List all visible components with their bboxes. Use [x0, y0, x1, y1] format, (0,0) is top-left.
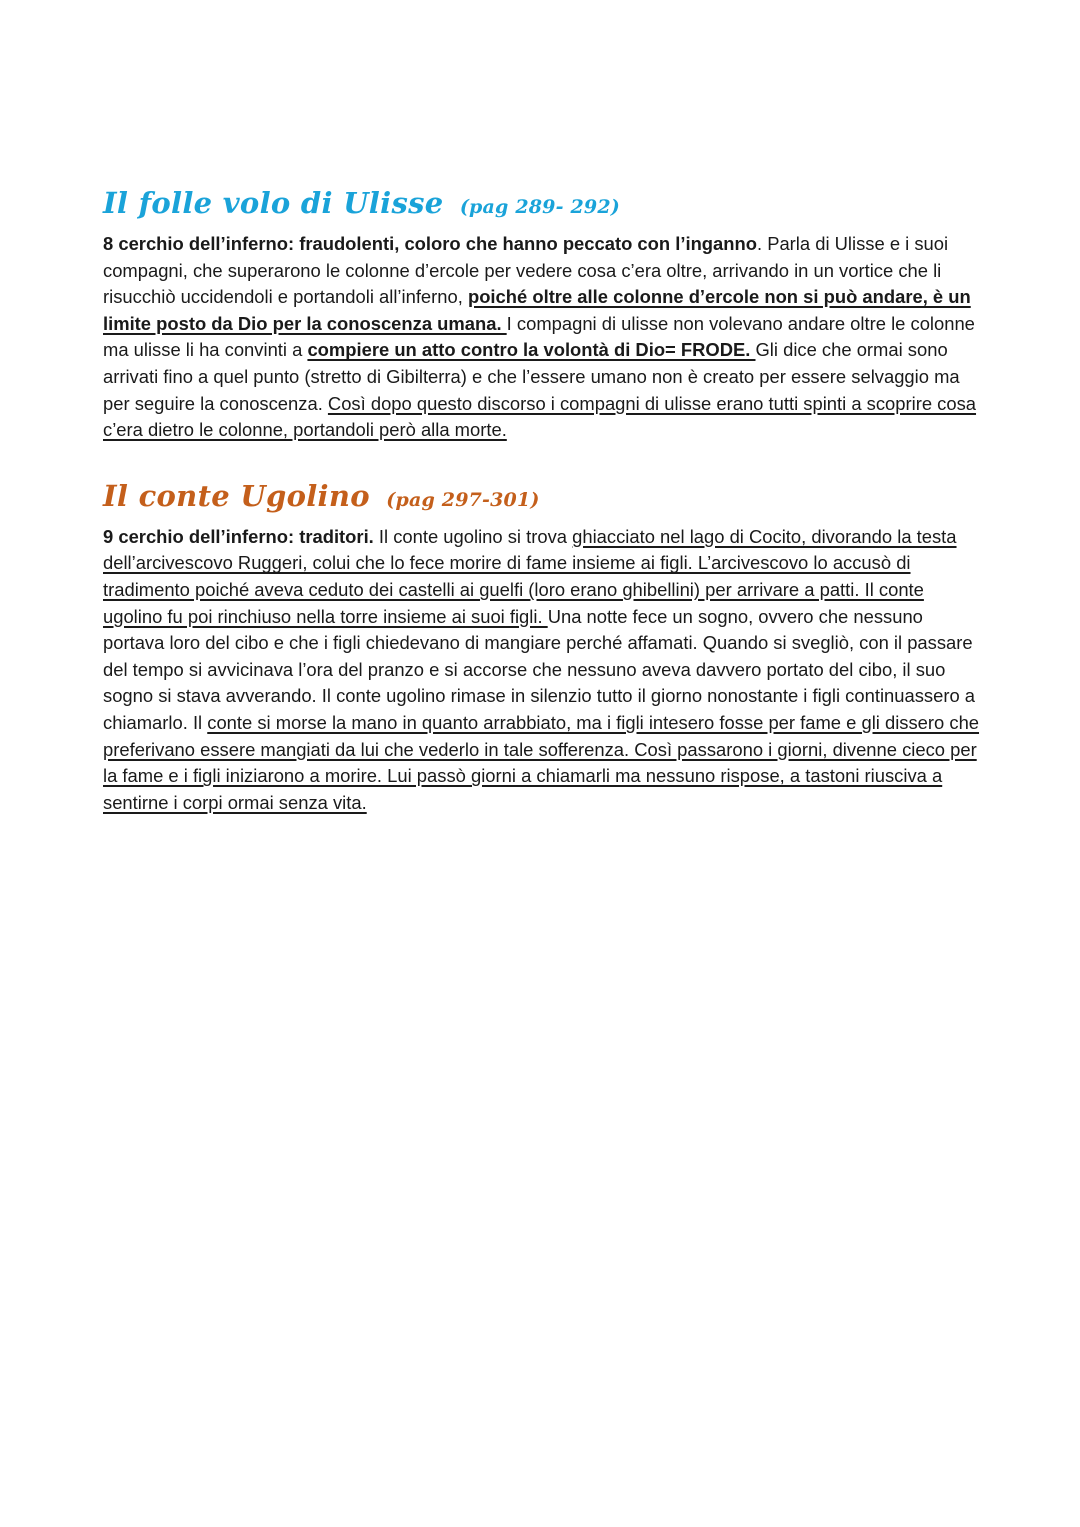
document-page: [103, 185, 983, 816]
section-paragraph: [103, 524, 983, 817]
section-title: Il folle volo di Ulisse: [103, 186, 444, 220]
section-heading: [103, 185, 983, 225]
section-ugolino: [103, 478, 983, 817]
section-heading: [103, 478, 983, 518]
page-reference: (pag 297-301): [386, 488, 540, 511]
text-run: 9 cerchio dell’inferno: traditori.: [103, 525, 374, 547]
text-run: poiché oltre alle colonne d’ercole non si può andare, è un limite posto da Dio per la conoscenza umana.: [103, 286, 971, 334]
text-run: Il conte ugolino si trova: [373, 525, 573, 547]
text-run: ghiacciato nel lago di Cocito, divorando la testa dell’arcivescovo Ruggeri, colui che lo fece morire di fame insieme ai figli. L’arcivescovo lo accusò di tradimento poiché aveva ceduto dei castelli ai guelfi (loro erano ghibellini) per arrivare a patti. Il conte ugolino fu poi rinchiuso nella torre insieme ai suoi figli.: [103, 525, 957, 627]
text-run: I compagni di ulisse non volevano andare oltre le colonne ma ulisse li ha convinti a: [103, 312, 975, 361]
section-title: Il conte Ugolino: [103, 478, 370, 513]
text-run: compiere un atto contro la volontà di Dio= FRODE.: [307, 339, 756, 361]
section-paragraph: [103, 231, 983, 444]
section-ulisse: [103, 185, 983, 444]
text-run: 8 cerchio dell’inferno: fraudolenti, coloro che hanno peccato con l’inganno: [103, 233, 757, 254]
text-run: conte si morse la mano in quanto arrabbiato, ma i figli intesero fosse per fame e gli dissero che preferivano essere mangiati da lui che vederlo in tale sofferenza. Così passarono i giorni, divenne cieco per la fame e i figli iniziarono a morire. Lui passò giorni a chiamarli ma nessuno rispose, a tastoni riusciva a sentirne i corpi ormai senza vita.: [103, 711, 980, 813]
text-run: Una notte fece un sogno, ovvero che nessuno portava loro del cibo e che i figli chiedevano di mangiare perché affamati. Quando si svegliò, con il passare del tempo si avvicinava l’ora del pranzo e si accorse che nessuno aveva davvero portato del cibo, il suo sogno si stava avverando. Il conte ugolino rimase in silenzio tutto il giorno nonostante i figli continuassero a chiamarlo. Il: [103, 605, 976, 733]
text-run: . Parla di Ulisse e i suoi compagni, che superarono le colonne d’ercole per vedere cosa c’era oltre, arrivando in un vortice che li risucchiò uccidendoli e portandoli all’inferno,: [103, 233, 949, 308]
text-run: Così dopo questo discorso i compagni di ulisse erano tutti spinti a scoprire cosa c’era dietro le colonne, portandoli però alla morte.: [103, 392, 977, 441]
page-reference: (pag 289- 292): [459, 196, 620, 218]
text-run: Gli dice che ormai sono arrivati fino a quel punto (stretto di Gibilterra) e che l’essere umano non è creato per essere selvaggio ma per seguire la conoscenza.: [103, 339, 960, 414]
